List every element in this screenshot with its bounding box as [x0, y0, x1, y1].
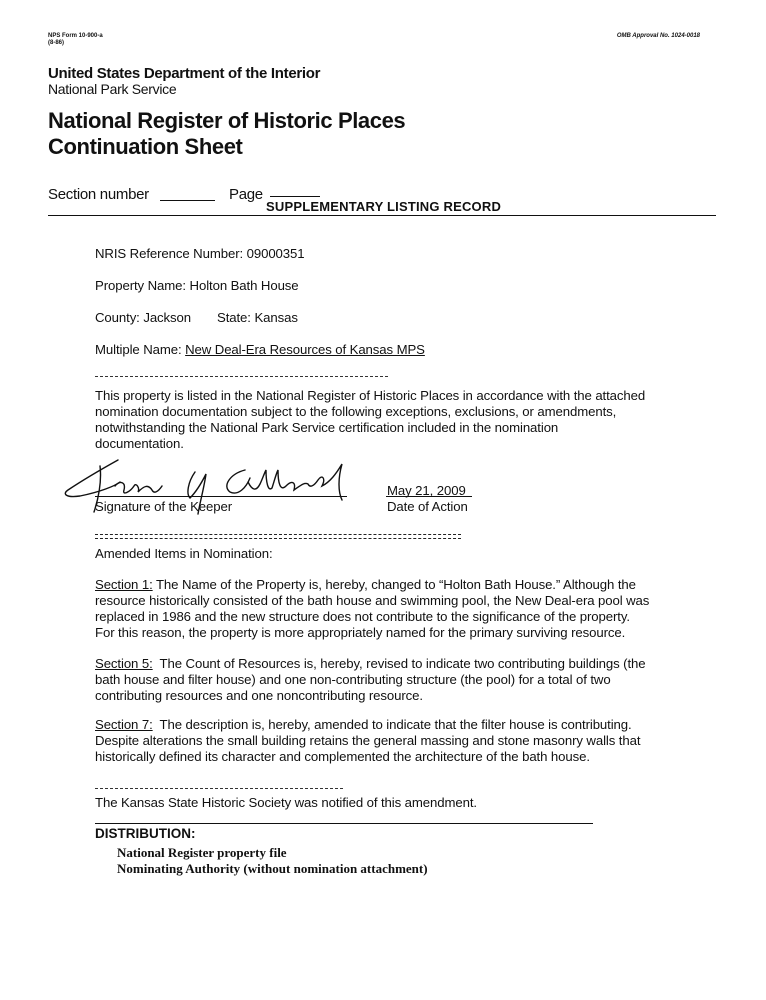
header-divider — [48, 215, 716, 216]
signature-line — [95, 496, 347, 497]
amendment-section-5 — [95, 656, 646, 704]
amendment-line: The Count of Resources is, hereby, revised to indicate two contributing buildings (the — [152, 656, 646, 671]
distribution-item: National Register property file — [117, 845, 287, 860]
form-number — [48, 33, 103, 47]
property-name-row — [95, 278, 299, 293]
statement-line: This property is listed in the National Register of Historic Places in accordance with the attached — [95, 388, 646, 403]
amendment-line: The Name of the Property is, hereby, changed to “Holton Bath House.” Although the — [152, 577, 636, 592]
county-row — [95, 310, 191, 325]
double-divider-top — [95, 534, 461, 535]
signature-label: Signature of the Keeper — [95, 499, 232, 514]
service-name: National Park Service — [48, 81, 177, 97]
record-type: SUPPLEMENTARY LISTING RECORD — [266, 199, 502, 214]
property-name-label: Property Name: — [95, 278, 186, 293]
date-line — [386, 496, 472, 497]
section-7-label: Section 7: — [95, 717, 153, 732]
county-value: Jackson — [143, 310, 192, 325]
multiple-name-label: Multiple Name: — [95, 342, 182, 357]
department-name: United States Department of the Interior — [48, 65, 321, 82]
page-title-line2: Continuation Sheet — [48, 134, 243, 159]
amendment-line: bath house and filter house) and one non-contributing structure (the pool) for a total of two — [95, 672, 611, 687]
amended-items-heading: Amended Items in Nomination: — [95, 546, 273, 561]
statement-line: documentation. — [95, 436, 184, 451]
section-number-label: Section number — [48, 186, 149, 203]
state-value: Kansas — [254, 310, 298, 325]
page-field — [270, 196, 320, 197]
amendment-line: resource historically consisted of the bath house and swimming pool, the New Deal-era pool was — [95, 593, 650, 608]
amendment-line: historically defined its character and complemented the architecture of the bath house. — [95, 749, 590, 764]
dashed-divider-2 — [95, 788, 343, 789]
distribution-item: Nominating Authority (without nomination attachment) — [117, 861, 428, 876]
nris-row — [95, 246, 305, 261]
distribution-heading: DISTRIBUTION: — [95, 826, 196, 841]
dashed-divider — [95, 376, 388, 377]
amendment-line: Despite alterations the small building retains the general massing and stone masonry walls that — [95, 733, 641, 748]
amendment-line: The description is, hereby, amended to indicate that the filter house is contributing. — [152, 717, 632, 732]
section-1-label: Section 1: — [95, 577, 153, 592]
property-name-value: Holton Bath House — [189, 278, 299, 293]
page-title-line1: National Register of Historic Places — [48, 108, 406, 133]
county-label: County: — [95, 310, 140, 325]
form-number-line1: NPS Form 10-900-a — [48, 33, 103, 39]
nris-label: NRIS Reference Number: — [95, 246, 244, 261]
state-row — [217, 310, 298, 325]
amendment-line: contributing resources and one noncontributing resource. — [95, 688, 423, 703]
section-5-label: Section 5: — [95, 656, 153, 671]
multiple-name-value: New Deal-Era Resources of Kansas MPS — [185, 342, 425, 357]
distribution-rule — [95, 823, 593, 824]
amendment-section-1 — [95, 577, 649, 641]
form-number-line2: (8-86) — [48, 40, 65, 46]
section-number-field — [160, 200, 215, 201]
page-label: Page — [229, 186, 263, 203]
amendment-line: For this reason, the property is more appropriately named for the primary surviving resource. — [95, 625, 626, 640]
statement-line: notwithstanding the National Park Service certification included in the nomination — [95, 420, 559, 435]
notification-text: The Kansas State Historic Society was notified of this amendment. — [95, 795, 477, 810]
date-of-action-label: Date of Action — [387, 499, 468, 514]
state-label: State: — [217, 310, 251, 325]
action-date: May 21, 2009 — [387, 483, 466, 498]
amendment-line: replaced in 1986 and the new structure does not contribute to the significance of the property. — [95, 609, 630, 624]
amendment-section-7 — [95, 717, 640, 765]
nris-value: 09000351 — [246, 246, 305, 261]
statement-line: nomination documentation subject to the following exceptions, exclusions, or amendments, — [95, 404, 617, 419]
omb-approval: OMB Approval No. 1024-0018 — [616, 33, 700, 39]
double-divider-bottom — [95, 538, 461, 539]
listing-statement — [95, 388, 645, 452]
multiple-name-row — [95, 342, 425, 357]
